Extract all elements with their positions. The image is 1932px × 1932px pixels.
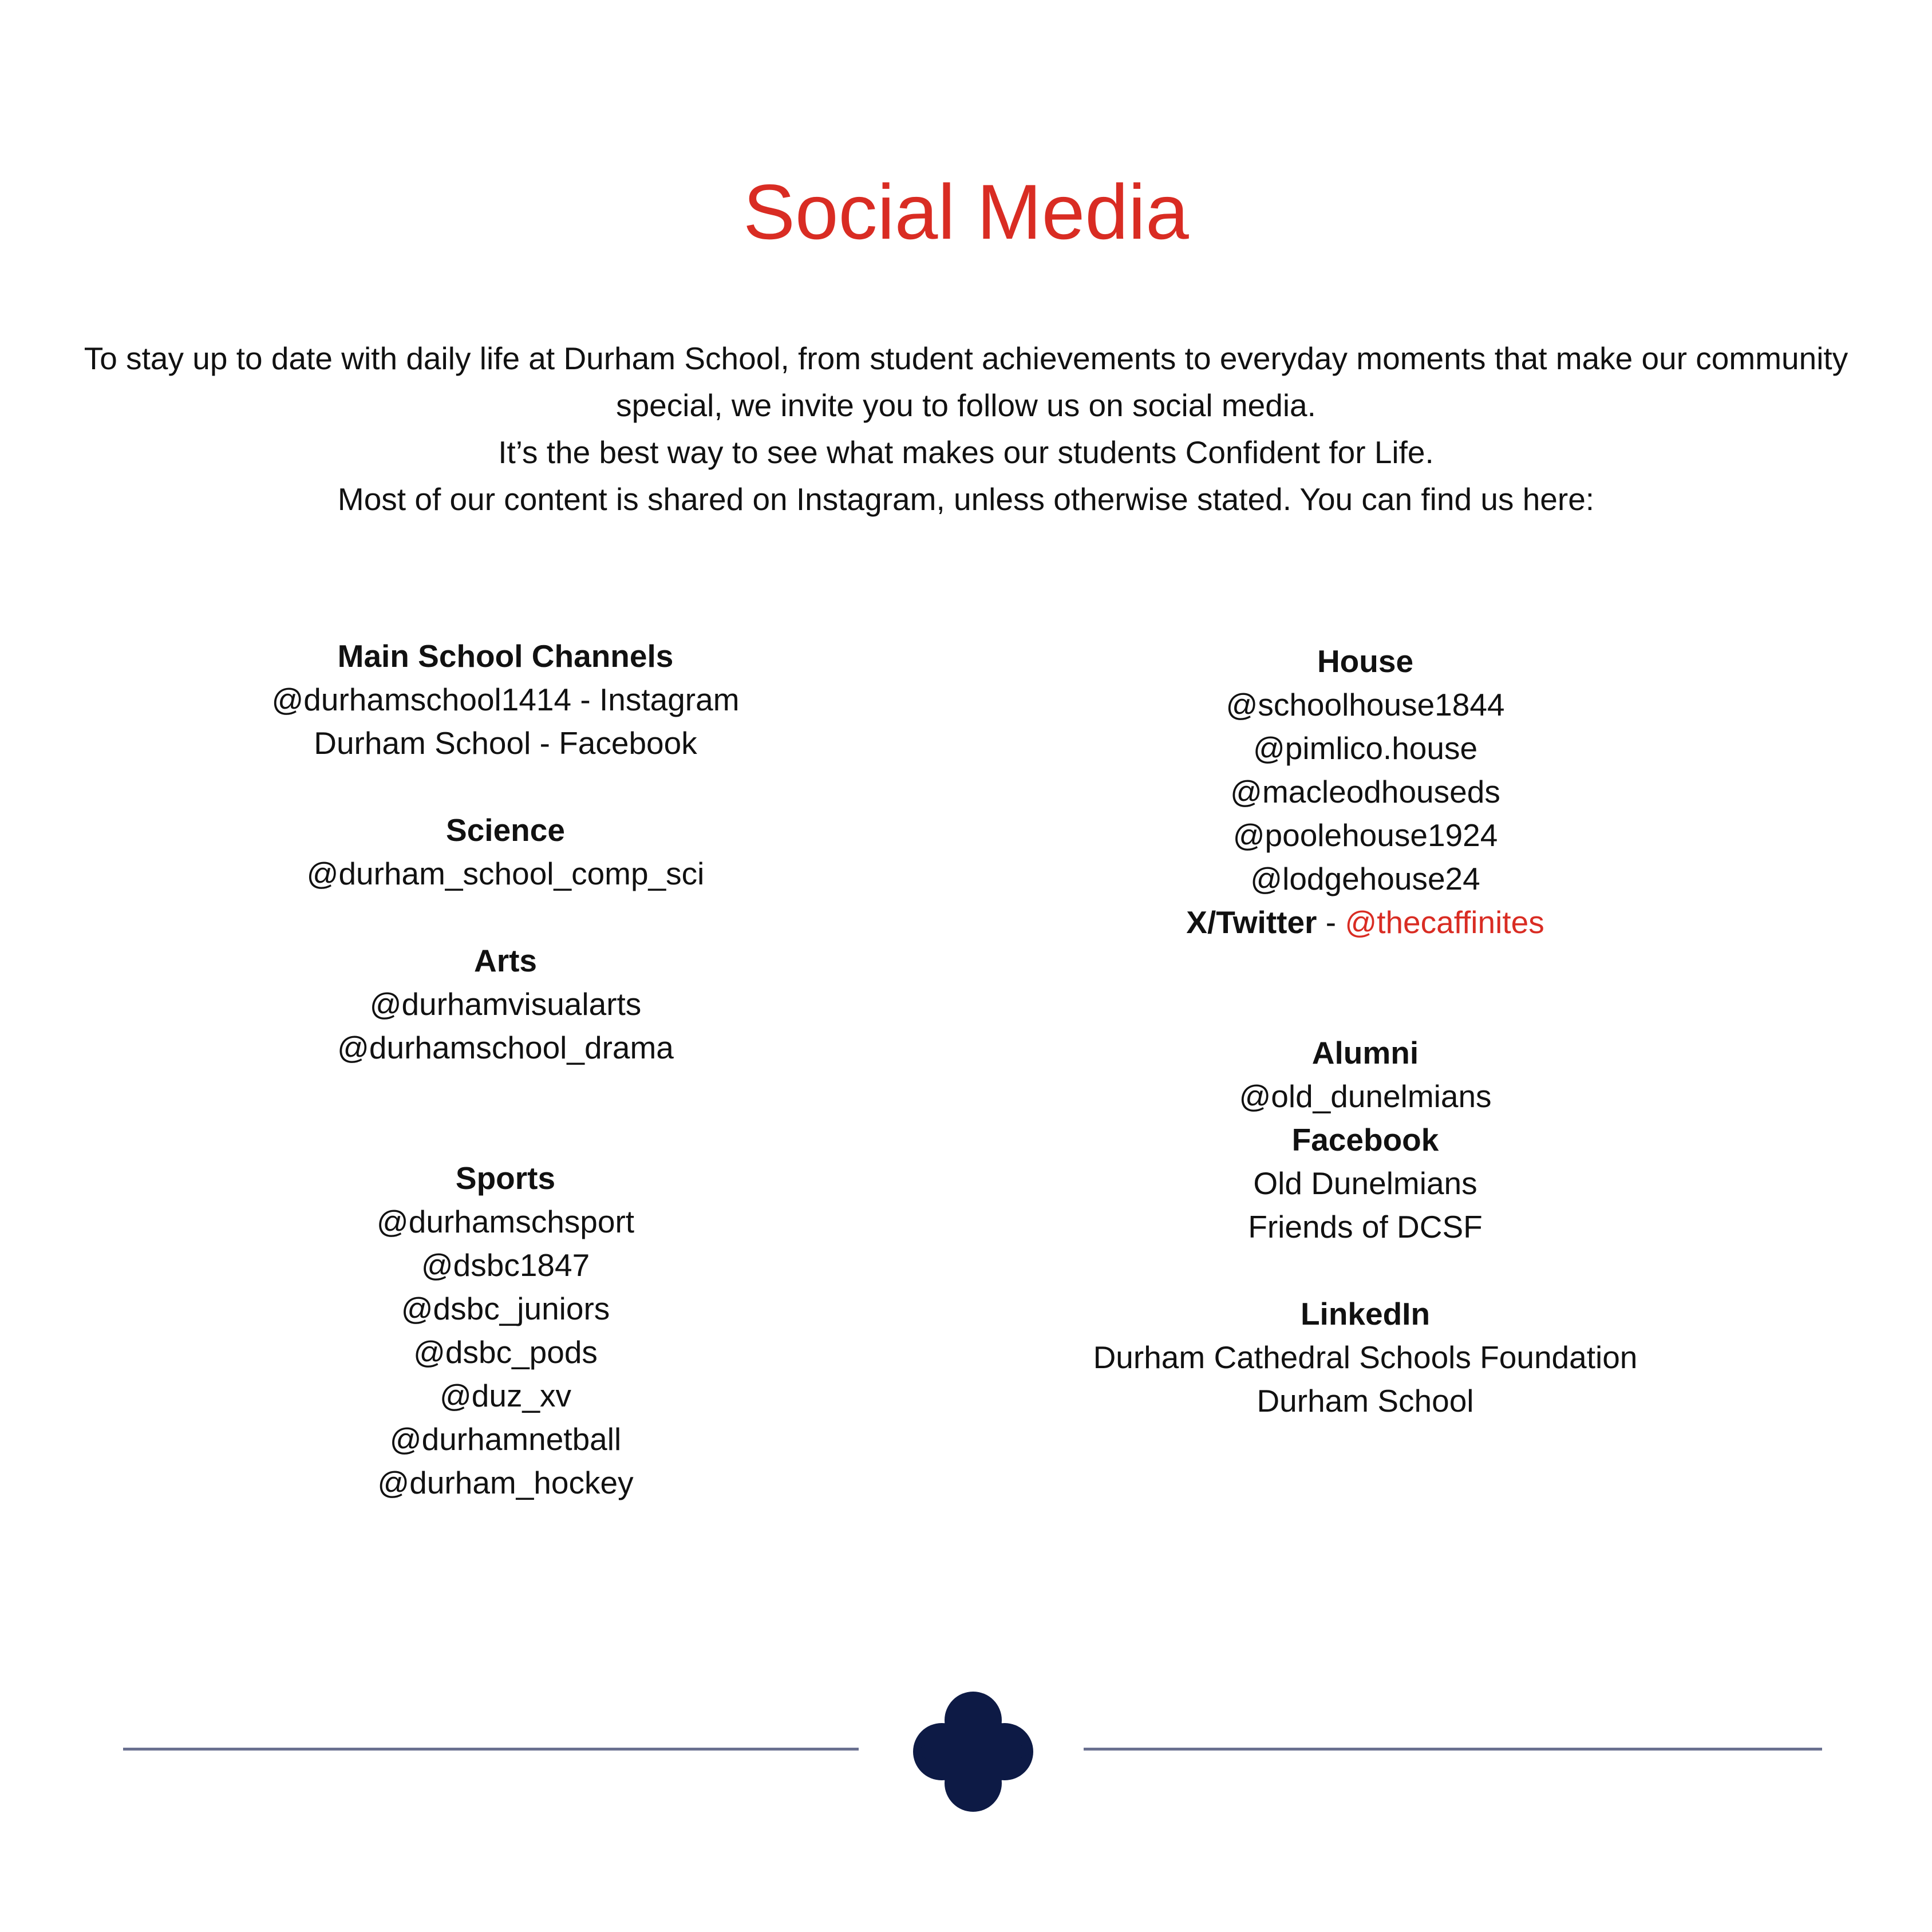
social-handle[interactable]: @lodgehouse24 [1250, 861, 1480, 896]
social-handle[interactable]: @macleodhouseds [1230, 774, 1500, 809]
section-house [965, 639, 1766, 944]
intro-text [80, 335, 1852, 523]
left-column [105, 634, 906, 1504]
twitter-label: X/Twitter [1186, 904, 1317, 940]
quatrefoil-emblem-icon [910, 1689, 1036, 1815]
section-arts [105, 939, 906, 1069]
social-handle[interactable]: Durham School - Facebook [314, 725, 697, 761]
social-handle[interactable]: @schoolhouse1844 [1226, 687, 1505, 722]
social-handle[interactable]: @duz_xv [439, 1378, 572, 1413]
facebook-page[interactable]: Friends of DCSF [1248, 1209, 1483, 1244]
social-handle[interactable]: @durhamvisualarts [369, 986, 642, 1022]
social-handle[interactable]: @durhamschool_drama [337, 1030, 674, 1065]
section-sports [105, 1156, 906, 1504]
intro-paragraph: To stay up to date with daily life at Durham School, from student achievements to everyday moments that make our community special, we invite you to follow us on social media. [84, 341, 1848, 423]
section-heading: Alumni [1311, 1035, 1419, 1070]
social-handle[interactable]: @durhamschsport [376, 1204, 635, 1239]
section-heading: Sports [455, 1160, 556, 1196]
social-handle[interactable]: @dsbc1847 [421, 1247, 590, 1283]
section-alumni [965, 1031, 1766, 1249]
twitter-separator: - [1317, 904, 1345, 940]
social-handle[interactable]: @poolehouse1924 [1232, 817, 1498, 853]
social-handle[interactable]: @old_dunelmians [1239, 1078, 1492, 1114]
section-linkedin [965, 1292, 1766, 1423]
linkedin-page[interactable]: Durham School [1257, 1383, 1474, 1419]
section-heading: LinkedIn [1300, 1296, 1431, 1332]
social-handle[interactable]: @durhamschool1414 - Instagram [271, 682, 740, 717]
intro-paragraph: It’s the best way to see what makes our students Confident for Life. [498, 434, 1434, 470]
social-handle[interactable]: @dsbc_pods [413, 1334, 598, 1370]
page-title: Social Media [743, 168, 1189, 255]
section-heading: Main School Channels [337, 638, 674, 674]
section-science [105, 808, 906, 895]
social-handle[interactable]: @durhamnetball [389, 1421, 622, 1457]
right-column [965, 639, 1766, 1423]
footer-divider-left [123, 1748, 859, 1751]
social-handle[interactable]: @durham_school_comp_sci [306, 856, 705, 891]
facebook-page[interactable]: Old Dunelmians [1253, 1165, 1477, 1201]
twitter-handle-link[interactable]: @thecaffinites [1345, 904, 1544, 940]
section-main-school-channels [105, 634, 906, 765]
section-heading: Arts [473, 943, 538, 978]
intro-paragraph: Most of our content is shared on Instagram, unless otherwise stated. You can find us here: [337, 481, 1595, 517]
social-handle[interactable]: @dsbc_juniors [401, 1291, 610, 1326]
section-heading: Science [446, 812, 565, 848]
twitter-line [965, 900, 1766, 944]
social-handle[interactable]: @durham_hockey [377, 1465, 634, 1500]
linkedin-page[interactable]: Durham Cathedral Schools Foundation [1093, 1340, 1638, 1375]
footer-divider-right [1084, 1748, 1822, 1751]
section-heading: House [1317, 643, 1414, 679]
social-handle[interactable]: @pimlico.house [1253, 730, 1478, 766]
subsection-heading-facebook: Facebook [1291, 1122, 1439, 1157]
